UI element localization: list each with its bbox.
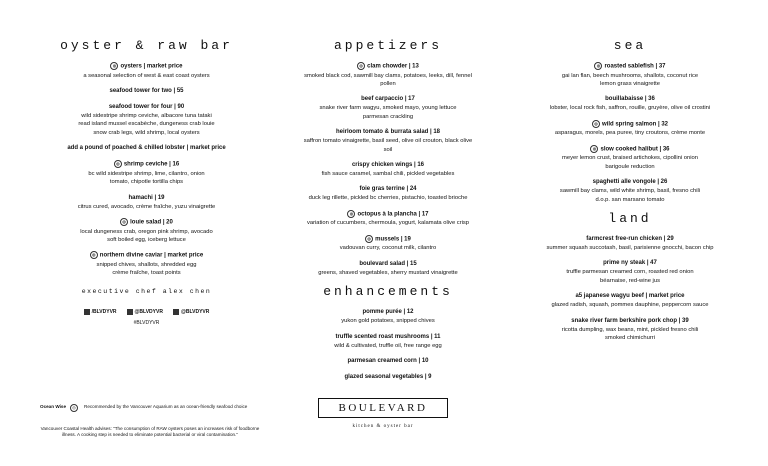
menu-item <box>278 62 498 88</box>
menu-item-title: northern divine caviar | market price <box>99 252 204 259</box>
menu-item-description: wild sidestripe shrimp ceviche, albacore tuna tataki read island mussel escabèche, dungeness crab louie snow crab legs, wild shrimp, local oysters <box>78 112 215 136</box>
menu-item-name <box>34 218 259 228</box>
menu-item-name <box>34 194 259 203</box>
section-title-appetizers: appetizers <box>333 38 442 53</box>
menu-item-description: truffle parmesan creamed corn, roasted red onion béarnaise, red-wine jus <box>566 269 694 284</box>
menu-item-name <box>34 251 259 261</box>
social-instagram[interactable]: @BLVDYVR <box>173 309 209 315</box>
menu-item <box>520 120 740 138</box>
menu-item <box>520 292 740 309</box>
menu-item-name <box>34 144 259 153</box>
menu-item-description: variation of cucumbers, chermoula, yogurt, kalamata olive crisp <box>306 220 470 227</box>
menu-item <box>34 87 259 96</box>
social-links <box>34 309 259 315</box>
ocean-wise-icon: ◎ <box>590 145 598 153</box>
menu-item-name <box>278 62 498 72</box>
hashtag: #BLVDYVR <box>133 319 160 326</box>
item-list-appetizers <box>278 62 498 277</box>
ocean-wise-icon: ◎ <box>90 251 98 259</box>
ocean-wise-icon: ◎ <box>110 62 118 70</box>
column-oyster-raw-bar <box>34 38 259 326</box>
social-facebook[interactable]: /BLVDYVR <box>84 309 117 315</box>
menu-item-description: yukon gold potatoes, snipped chives <box>341 318 435 325</box>
menu-item-description: meyer lemon crust, braised artichokes, cipollini onion barigoule reduction <box>562 155 698 170</box>
menu-item-description: wild & cultivated, truffle oil, free range egg <box>334 342 442 349</box>
menu-item-name <box>278 333 498 342</box>
menu-item-description: fish sauce caramel, sambal chili, pickled vegetables <box>321 171 455 178</box>
menu-item-description: glazed radish, squash, pommes dauphine, peppercorn sauce <box>551 302 709 309</box>
menu-item-description: ricotta dumpling, wax beans, mint, pickled fresno chili smoked chimichurri <box>561 326 699 342</box>
menu-item-description: vadouvan curry, coconut milk, cilantro <box>339 245 437 252</box>
menu-item-title: foie gras terrine | 24 <box>359 186 417 193</box>
menu-item-title: roasted sablefish | 37 <box>604 63 666 70</box>
menu-item-name <box>520 145 740 155</box>
menu-item-title: clam chowder | 13 <box>367 63 419 70</box>
ocean-wise-icon: ◎ <box>114 160 122 168</box>
menu-item-name <box>278 373 498 382</box>
menu-item-title: prime ny steak | 47 <box>603 260 657 267</box>
menu-item-name <box>520 292 740 301</box>
item-list-sea <box>520 62 740 204</box>
menu-item-name <box>520 259 740 268</box>
menu-item-title: mussels | 19 <box>375 236 411 243</box>
menu-item-title: a5 japanese wagyu beef | market price <box>575 293 685 300</box>
ocean-wise-icon: ◎ <box>120 218 128 226</box>
menu-item-title: hamachi | 19 <box>128 194 165 201</box>
menu-item-title: wild spring salmon | 32 <box>601 121 669 128</box>
menu-item <box>34 160 259 186</box>
menu-item-description: saffron tomato vinaigrette, basil seed, olive oil crouton, black olive soil <box>303 138 473 153</box>
ocean-wise-note <box>40 404 260 412</box>
menu-item-name <box>278 128 498 137</box>
menu-item-name <box>520 62 740 72</box>
section-title-oyster-raw-bar: oyster & raw bar <box>60 38 233 53</box>
item-list-oyster-raw-bar <box>34 62 259 278</box>
menu-item-description: asparagus, morels, pea puree, tiny croutons, crème monte <box>554 130 706 137</box>
menu-item <box>278 161 498 178</box>
menu-item-name <box>34 87 259 96</box>
menu-item <box>278 235 498 253</box>
facebook-icon <box>84 309 90 315</box>
menu-item <box>278 210 498 228</box>
menu-item <box>278 373 498 382</box>
ocean-wise-text: Recommended by the Vancouver Aquarium as an ocean-friendly seafood choice <box>84 404 248 409</box>
menu-item-name <box>278 185 498 194</box>
logo-tagline: kitchen & oyster bar <box>352 424 414 429</box>
ocean-wise-icon: ◎ <box>592 120 600 128</box>
ocean-wise-icon: ◎ <box>594 62 602 70</box>
menu-item-description: lobster, local rock fish, saffron, rouille, gruyère, olive oil crostini <box>549 105 711 112</box>
menu-item-description: gai lan flan, beech mushrooms, shallots, coconut rice lemon grass vinaigrette <box>561 72 699 87</box>
menu-item-title: beef carpaccio | 17 <box>361 96 415 103</box>
menu-item-title: farmcrest free-run chicken | 29 <box>586 235 674 242</box>
menu-item-name <box>278 210 498 220</box>
ocean-wise-label: Ocean Wise <box>40 404 67 409</box>
menu-item-title: boulevard salad | 15 <box>359 260 417 267</box>
menu-item <box>34 103 259 137</box>
menu-item-name <box>278 260 498 269</box>
menu-item-name <box>278 357 498 366</box>
menu-item-title: crispy chicken wings | 16 <box>351 162 425 169</box>
menu-item-name <box>278 95 498 104</box>
instagram-icon <box>173 309 179 315</box>
menu-item <box>278 357 498 366</box>
menu-item-title: snake river farm berkshire pork chop | 39 <box>571 317 689 324</box>
menu-item <box>520 235 740 252</box>
menu-item <box>278 333 498 350</box>
menu-item-name <box>520 95 740 104</box>
menu-item-title: glazed seasonal vegetables | 9 <box>344 374 432 381</box>
item-list-enhancements <box>278 308 498 382</box>
twitter-icon <box>127 309 133 315</box>
menu-item-title: heirloom tomato & burrata salad | 18 <box>335 129 441 136</box>
section-title-sea: sea <box>613 38 647 53</box>
menu-item-title: spaghetti alle vongole | 26 <box>592 179 668 186</box>
menu-item <box>520 95 740 112</box>
menu-item-description: sawmill bay clams, wild white shrimp, basil, fresno chili d.o.p. san marsano tomato <box>559 188 701 203</box>
menu-item-description: summer squash succotash, basil, parisienne gnocchi, bacon chip <box>546 244 714 251</box>
menu-item-description: snipped chives, shallots, shredded egg crème fraîche, toast points <box>96 261 197 277</box>
menu-item-title: add a pound of poached & chilled lobster | market price <box>67 145 226 152</box>
logo-wordmark: BOULEVARD <box>318 398 448 418</box>
menu-item-description: a seasonal selection of west & east coast oysters <box>83 72 210 79</box>
menu-item-name <box>278 308 498 317</box>
restaurant-logo <box>318 398 448 429</box>
ocean-wise-icon: ◎ <box>365 235 373 243</box>
menu-item-name <box>278 235 498 245</box>
health-advisory: Vancouver Coastal Health advises: "The consumption of RAW oysters poses an increases risk of foodborne illness. A cooking step is needed to eliminate potential bacterial or viral contamination." <box>40 426 260 438</box>
menu-item <box>34 144 259 153</box>
menu-item <box>34 251 259 277</box>
menu-item-name <box>34 160 259 170</box>
menu-item-description: citrus cured, avocado, crème fraîche, yuzu vinaigrette <box>77 203 216 210</box>
menu-item-title: bouillabaisse | 36 <box>605 96 655 103</box>
menu-item <box>520 259 740 285</box>
menu-item-name <box>34 103 259 112</box>
item-list-land <box>520 235 740 342</box>
menu-item-title: louie salad | 20 <box>130 219 173 226</box>
menu-item-name <box>34 62 259 72</box>
column-sea-land <box>520 38 740 349</box>
menu-item-title: parmesan creamed corn | 10 <box>347 358 429 365</box>
menu-item-title: truffle scented roast mushrooms | 11 <box>335 333 441 340</box>
menu-item-name <box>278 161 498 170</box>
menu-item-description: snake river farm wagyu, smoked mayo, young lettuce parmesan crackling <box>319 105 457 120</box>
menu-item <box>520 62 740 88</box>
menu-item <box>34 218 259 244</box>
menu-item <box>520 145 740 171</box>
menu-item-title: seafood tower for two | 55 <box>109 87 184 94</box>
ocean-wise-icon: ◎ <box>347 210 355 218</box>
menu-item-description: bc wild sidestripe shrimp, lime, cilantro, onion tomato, chipotle tortilla chips <box>88 170 205 186</box>
menu-item-title: octopus à la plancha | 17 <box>357 211 429 218</box>
menu-item <box>34 62 259 80</box>
menu-item-description: smoked black cod, sawmill bay clams, potatoes, leeks, dill, fennel pollen <box>304 72 472 87</box>
menu-item-description: duck leg rillette, pickled bc cherries, pistachio, toasted brioche <box>308 195 468 202</box>
menu-item-title: pomme purée | 12 <box>362 309 414 316</box>
menu-item-title: shrimp ceviche | 16 <box>123 161 180 168</box>
menu-item <box>278 260 498 277</box>
ocean-wise-icon: ◎ <box>70 404 78 412</box>
menu-item <box>520 178 740 204</box>
social-twitter[interactable]: @BLVDYVR <box>127 309 163 315</box>
menu-item <box>278 128 498 154</box>
column-appetizers <box>278 38 498 389</box>
menu-item-title: seafood tower for four | 90 <box>108 103 185 110</box>
menu-item-name <box>520 317 740 326</box>
menu-item-description: greens, shaved vegetables, sherry mustard vinaigrette <box>318 269 458 276</box>
section-title-enhancements: enhancements <box>323 284 453 300</box>
menu-item-name <box>520 178 740 187</box>
menu-item-title: oysters | market price <box>120 63 183 70</box>
executive-chef: executive chef alex chen <box>81 287 212 295</box>
menu-item <box>34 194 259 211</box>
menu-item <box>520 317 740 343</box>
menu-item-name <box>520 235 740 244</box>
menu-item-description: local dungeness crab, oregon pink shrimp, avocado soft boiled egg, iceberg lettuce <box>80 228 213 243</box>
menu-item-title: slow cooked halibut | 36 <box>600 146 670 153</box>
menu-item <box>278 185 498 202</box>
section-title-land: land <box>608 210 652 226</box>
menu-item-name <box>520 120 740 130</box>
menu-item <box>278 95 498 121</box>
menu-item <box>278 308 498 325</box>
ocean-wise-icon: ◎ <box>357 62 365 70</box>
